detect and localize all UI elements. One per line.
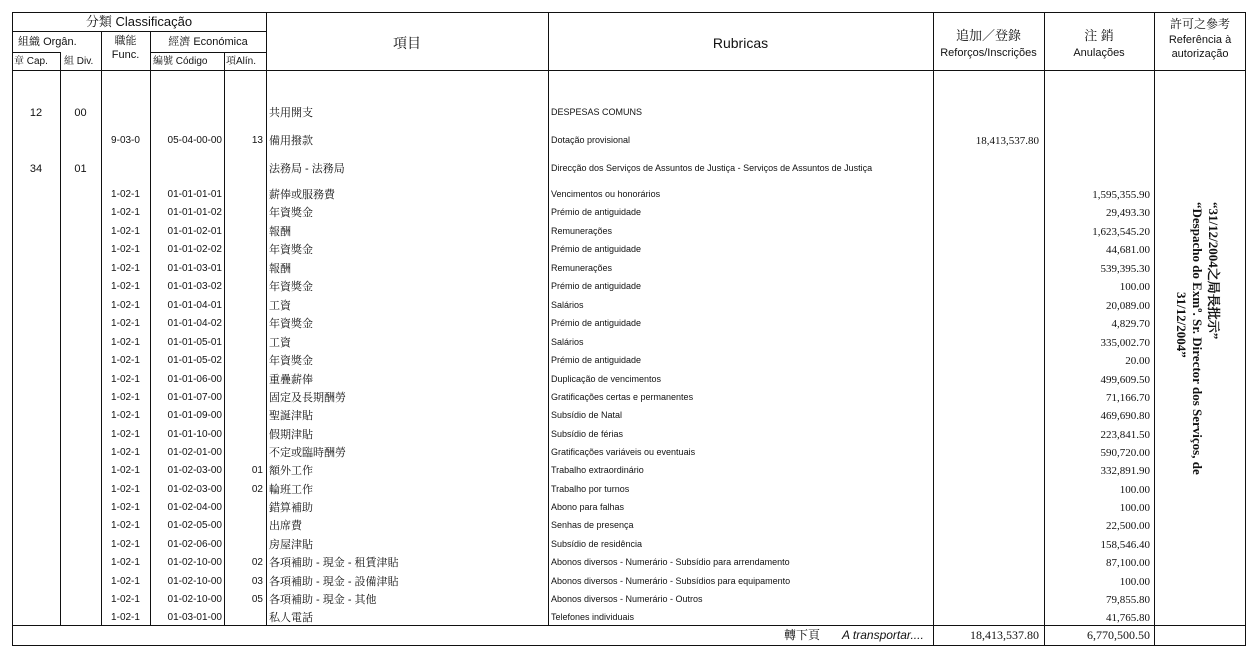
cell-item-zh: 年資獎金 bbox=[269, 207, 313, 219]
cell-alin: 13 bbox=[251, 135, 263, 146]
cell-func: 1-02-1 bbox=[111, 465, 140, 476]
cell-item-zh: 工資 bbox=[269, 300, 291, 312]
cell-rubrica: Prémio de antiguidade bbox=[551, 318, 642, 328]
cell-func: 1-02-1 bbox=[111, 447, 140, 458]
cell-func: 1-02-1 bbox=[111, 557, 140, 568]
cell-func: 1-02-1 bbox=[111, 374, 140, 385]
cell-rubrica: Subsídio de Natal bbox=[551, 410, 623, 420]
header-econ bbox=[150, 37, 266, 48]
cell-anulacao: 22,500.00 bbox=[1106, 520, 1150, 532]
cell-alin: 02 bbox=[251, 484, 263, 495]
header-cap: 章 Cap. bbox=[14, 56, 48, 67]
cell-func: 1-02-1 bbox=[111, 207, 140, 218]
cell-anulacao: 4,829.70 bbox=[1111, 318, 1150, 330]
cell-rubrica: Dotação provisional bbox=[551, 135, 631, 145]
header-ref-pt2: autorização bbox=[1171, 48, 1229, 60]
header-org-zh: 組織 bbox=[18, 36, 40, 48]
cell-item-zh: 法務局 - 法務局 bbox=[269, 163, 345, 175]
cell-item-zh: 工資 bbox=[269, 337, 291, 349]
cell-item-zh: 報酬 bbox=[269, 263, 291, 275]
cell-cap: 12 bbox=[29, 107, 43, 119]
border-bottom bbox=[12, 645, 1246, 646]
cell-item-zh: 固定及長期酬勞 bbox=[269, 392, 346, 404]
header-func-zh: 職能 bbox=[114, 35, 137, 47]
cell-func: 1-02-1 bbox=[111, 410, 140, 421]
col-rule-anul bbox=[1154, 12, 1155, 646]
cell-func: 1-02-1 bbox=[111, 576, 140, 587]
cell-anulacao: 469,690.80 bbox=[1100, 410, 1150, 422]
cell-code: 01-02-03-00 bbox=[167, 465, 222, 476]
cell-rubrica: Senhas de presença bbox=[551, 520, 634, 530]
cell-item-zh: 錯算補助 bbox=[269, 502, 313, 514]
cell-anulacao: 223,841.50 bbox=[1100, 429, 1150, 441]
cell-code: 05-04-00-00 bbox=[167, 135, 222, 146]
col-rule-cap bbox=[60, 52, 61, 626]
cell-div: 00 bbox=[74, 107, 87, 119]
cell-rubrica: Trabalho extraordinário bbox=[551, 465, 644, 475]
cell-rubrica: Prémio de antiguidade bbox=[551, 281, 642, 291]
cell-code: 01-02-04-00 bbox=[167, 502, 222, 513]
cell-anulacao: 20,089.00 bbox=[1106, 300, 1150, 312]
cell-item-zh: 房屋津貼 bbox=[269, 539, 313, 551]
col-rule-alin bbox=[266, 12, 267, 626]
cell-code: 01-01-06-00 bbox=[167, 374, 222, 385]
cell-item-zh: 薪俸或服務費 bbox=[269, 189, 335, 201]
cell-func: 1-02-1 bbox=[111, 337, 140, 348]
cell-cap: 34 bbox=[29, 163, 43, 175]
cell-func: 1-02-1 bbox=[111, 263, 140, 274]
cell-func: 1-02-1 bbox=[111, 281, 140, 292]
cell-rubrica: Prémio de antiguidade bbox=[551, 207, 642, 217]
cell-func: 1-02-1 bbox=[111, 244, 140, 255]
cell-code: 01-01-02-02 bbox=[167, 244, 222, 255]
cell-item-zh: 額外工作 bbox=[269, 465, 313, 477]
cell-anulacao: 158,546.40 bbox=[1100, 539, 1150, 551]
cell-item-zh: 報酬 bbox=[269, 226, 291, 238]
cell-rubrica: Prémio de antiguidade bbox=[551, 355, 642, 365]
authorization-text bbox=[1173, 202, 1221, 502]
cell-code: 01-02-06-00 bbox=[167, 539, 222, 550]
cell-anulacao: 79,855.80 bbox=[1106, 594, 1150, 606]
header-func-pt: Func. bbox=[111, 49, 140, 61]
cell-func: 1-02-1 bbox=[111, 429, 140, 440]
footer-ref-total: 18,413,537.80 bbox=[970, 628, 1039, 642]
header-ref-zh: 許可之參考 bbox=[1169, 17, 1230, 31]
cell-rubrica: Remunerações bbox=[551, 226, 613, 236]
cell-rubrica: Direcção dos Serviços de Assuntos de Justiça - Serviços de Assuntos de Justiça bbox=[551, 163, 873, 173]
cell-rubrica: Telefones individuais bbox=[551, 612, 635, 622]
footer-anul-total: 6,770,500.50 bbox=[1087, 628, 1150, 642]
cell-func: 1-02-1 bbox=[111, 392, 140, 403]
cell-code: 01-01-05-01 bbox=[167, 337, 222, 348]
header-org bbox=[18, 37, 77, 48]
cell-rubrica: Subsídio de residência bbox=[551, 539, 643, 549]
cell-rubrica: Subsídio de férias bbox=[551, 429, 624, 439]
cell-rubrica: Vencimentos ou honorários bbox=[551, 189, 661, 199]
cell-code: 01-02-10-00 bbox=[167, 594, 222, 605]
cell-div: 01 bbox=[74, 163, 87, 175]
cell-anulacao: 539,395.30 bbox=[1100, 263, 1150, 275]
cell-item-zh: 年資獎金 bbox=[269, 244, 313, 256]
cell-func: 1-02-1 bbox=[111, 484, 140, 495]
cell-func: 1-02-1 bbox=[111, 612, 140, 623]
cell-anulacao: 1,595,355.90 bbox=[1092, 189, 1150, 201]
cell-code: 01-01-09-00 bbox=[167, 410, 222, 421]
header-econ-zh: 經濟 bbox=[168, 36, 191, 48]
cell-anulacao: 20.00 bbox=[1125, 355, 1150, 367]
cell-anulacao: 1,623,545.20 bbox=[1092, 226, 1150, 238]
cell-code: 01-01-01-01 bbox=[167, 189, 222, 200]
cell-rubrica: Gratificações certas e permanentes bbox=[551, 392, 694, 402]
col-rule-zh bbox=[548, 12, 549, 626]
header-reforcos-zh: 追加／登錄 bbox=[955, 28, 1021, 43]
cell-anulacao: 29,493.30 bbox=[1106, 207, 1150, 219]
cell-rubrica: Salários bbox=[551, 300, 584, 310]
cell-rubrica: Abonos diversos - Numerário - Outros bbox=[551, 594, 703, 604]
authorization-line3: 31/12/2004” bbox=[1174, 292, 1189, 358]
cell-anulacao: 590,720.00 bbox=[1100, 447, 1150, 459]
cell-item-zh: 假期津貼 bbox=[269, 429, 313, 441]
cell-item-zh: 年資獎金 bbox=[269, 318, 313, 330]
cell-item-zh: 各項補助 - 現金 - 設備津貼 bbox=[269, 576, 399, 588]
cell-func: 1-02-1 bbox=[111, 594, 140, 605]
col-rule-pt bbox=[933, 12, 934, 646]
cell-code: 01-02-10-00 bbox=[167, 576, 222, 587]
cell-anulacao: 335,002.70 bbox=[1100, 337, 1150, 349]
cell-anulacao: 100.00 bbox=[1119, 484, 1150, 496]
cell-alin: 02 bbox=[251, 557, 263, 568]
authorization-note bbox=[1174, 202, 1221, 502]
cell-anulacao: 100.00 bbox=[1119, 502, 1150, 514]
cell-func: 1-02-1 bbox=[111, 300, 140, 311]
cell-anulacao: 44,681.00 bbox=[1106, 244, 1150, 256]
cell-item-zh: 不定或臨時酬勞 bbox=[269, 447, 346, 459]
cell-rubrica: Remunerações bbox=[551, 263, 613, 273]
cell-func: 1-02-1 bbox=[111, 189, 140, 200]
cell-rubrica: Salários bbox=[551, 337, 584, 347]
cell-anulacao: 332,891.90 bbox=[1100, 465, 1150, 477]
cell-anulacao: 41,765.80 bbox=[1106, 612, 1150, 624]
cell-item-zh: 備用撥款 bbox=[269, 135, 313, 147]
cell-code: 01-01-03-01 bbox=[167, 263, 222, 274]
cell-item-zh: 各項補助 - 現金 - 租賃津貼 bbox=[269, 557, 399, 569]
cell-func: 1-02-1 bbox=[111, 520, 140, 531]
header-anul-zh: 注 銷 bbox=[1084, 28, 1114, 43]
header-alin: 項Alín. bbox=[226, 56, 257, 67]
authorization-line2: “Despacho do Exmº. Sr. Director dos Serviços, de bbox=[1190, 202, 1205, 475]
cell-code: 01-02-10-00 bbox=[167, 557, 222, 568]
authorization-line1: “31/12/2004之局長批示” bbox=[1206, 202, 1221, 340]
header-rule-econ bbox=[150, 52, 266, 53]
cell-item-zh: 輪班工作 bbox=[269, 484, 313, 496]
cell-anulacao: 100.00 bbox=[1119, 576, 1150, 588]
cell-code: 01-02-03-00 bbox=[167, 484, 222, 495]
cell-func: 1-02-1 bbox=[111, 318, 140, 329]
cell-rubrica: Gratificações variáveis ou eventuais bbox=[551, 447, 696, 457]
cell-code: 01-03-01-00 bbox=[167, 612, 222, 623]
cell-code: 01-02-01-00 bbox=[167, 447, 222, 458]
cell-code: 01-01-03-02 bbox=[167, 281, 222, 292]
cell-code: 01-01-04-02 bbox=[167, 318, 222, 329]
footer-rule bbox=[12, 625, 1246, 626]
cell-anulacao: 100.00 bbox=[1119, 281, 1150, 293]
cell-rubrica: Abono para falhas bbox=[551, 502, 625, 512]
header-div: 組 Div. bbox=[64, 56, 94, 67]
footer-label-pt: A transportar.... bbox=[842, 628, 924, 642]
cell-item-zh: 私人電話 bbox=[269, 612, 313, 624]
cell-func: 1-02-1 bbox=[111, 539, 140, 550]
header-items-zh: 項目 bbox=[393, 35, 421, 51]
cell-code: 01-02-05-00 bbox=[167, 520, 222, 531]
footer-label-zh: 轉下頁 bbox=[784, 628, 821, 642]
header-rule-org bbox=[12, 52, 60, 53]
cell-func: 1-02-1 bbox=[111, 502, 140, 513]
header-ref-pt1: Referência à bbox=[1168, 34, 1232, 46]
header-codigo: 編號 Código bbox=[153, 56, 208, 67]
cell-code: 01-01-07-00 bbox=[167, 392, 222, 403]
header-econ-pt: Económica bbox=[193, 36, 248, 48]
cell-anulacao: 499,609.50 bbox=[1100, 374, 1150, 386]
border-top bbox=[12, 12, 1246, 13]
cell-rubrica: Trabalho por turnos bbox=[551, 484, 630, 494]
cell-code: 01-01-10-00 bbox=[167, 429, 222, 440]
cell-reforco: 18,413,537.80 bbox=[975, 135, 1039, 147]
cell-alin: 01 bbox=[251, 465, 263, 476]
cell-rubrica: Prémio de antiguidade bbox=[551, 244, 642, 254]
cell-item-zh: 年資獎金 bbox=[269, 355, 313, 367]
cell-func: 9-03-0 bbox=[111, 135, 140, 146]
cell-code: 01-01-01-02 bbox=[167, 207, 222, 218]
header-org-pt: Orgân. bbox=[43, 36, 77, 48]
cell-anulacao: 87,100.00 bbox=[1106, 557, 1150, 569]
cell-rubrica: Duplicação de vencimentos bbox=[551, 374, 662, 384]
cell-alin: 05 bbox=[251, 594, 263, 605]
cell-code: 01-01-04-01 bbox=[167, 300, 222, 311]
header-rubricas: Rubricas bbox=[712, 35, 769, 51]
cell-code: 01-01-02-01 bbox=[167, 226, 222, 237]
budget-table bbox=[12, 12, 1246, 646]
cell-item-zh: 年資獎金 bbox=[269, 281, 313, 293]
header-reforcos-pt: Reforços/Inscrições bbox=[940, 47, 1037, 59]
cell-item-zh: 聖誕津貼 bbox=[269, 410, 313, 422]
cell-item-zh: 重疊薪俸 bbox=[269, 374, 313, 386]
cell-rubrica: Abonos diversos - Numerário - Subsídio para arrendamento bbox=[551, 557, 790, 567]
cell-func: 1-02-1 bbox=[111, 226, 140, 237]
cell-rubrica: Abonos diversos - Numerário - Subsídios para equipamento bbox=[551, 576, 791, 586]
header-rule-1 bbox=[12, 31, 266, 32]
cell-item-zh: 共用開支 bbox=[269, 107, 313, 119]
cell-anulacao: 71,166.70 bbox=[1106, 392, 1150, 404]
cell-item-zh: 各項補助 - 現金 - 其他 bbox=[269, 594, 377, 606]
cell-alin: 03 bbox=[251, 576, 263, 587]
cell-item-zh: 出席費 bbox=[269, 520, 302, 532]
cell-code: 01-01-05-02 bbox=[167, 355, 222, 366]
header-classificacao: 分類 Classificação bbox=[85, 14, 193, 29]
header-anul-pt: Anulações bbox=[1073, 47, 1125, 59]
header-bottom-rule bbox=[12, 70, 1246, 71]
border-right bbox=[1245, 12, 1246, 646]
cell-rubrica: DESPESAS COMUNS bbox=[551, 107, 643, 117]
cell-func: 1-02-1 bbox=[111, 355, 140, 366]
